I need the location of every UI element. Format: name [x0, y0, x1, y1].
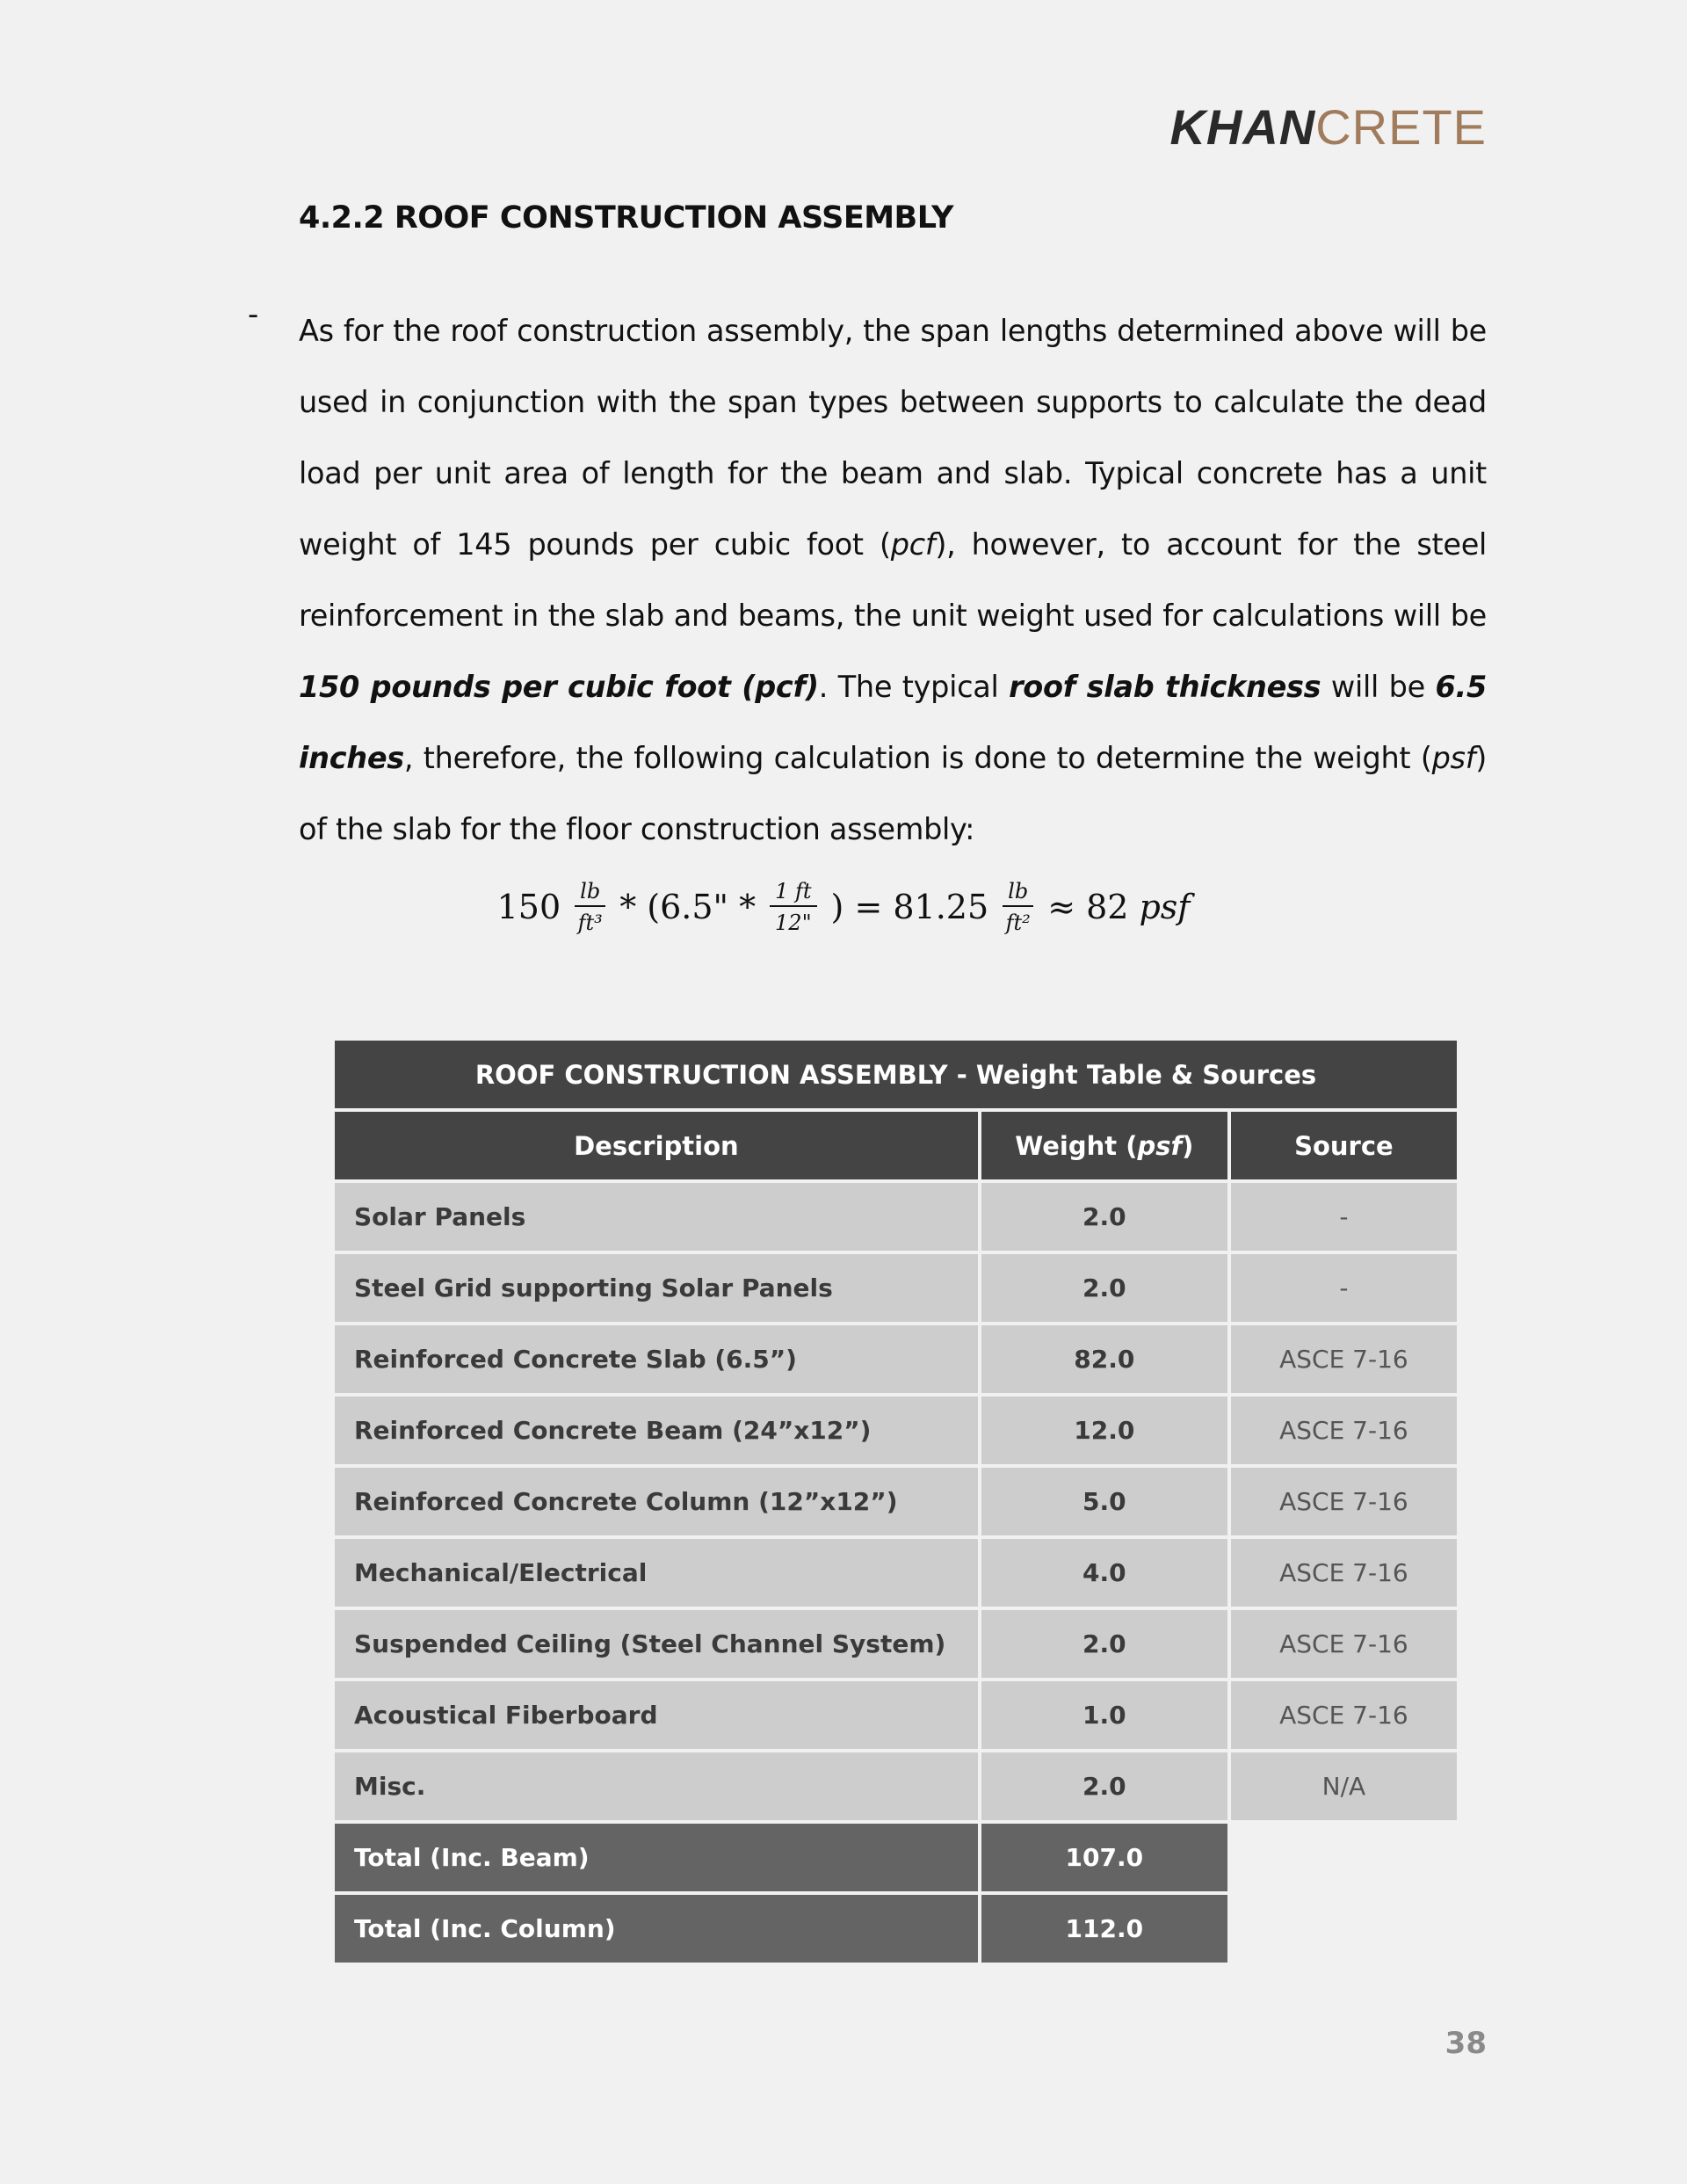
- cell-description: Mechanical/Electrical: [333, 1537, 980, 1608]
- body-paragraph: As for the roof construction assembly, the span lengths determined above will be used in conjunction with the span types between supports to calculate the dead load per unit area of length for the beam and slab. Typical concrete has a unit weight of 145 pounds per cubic foot (pcf), however, to account for the steel reinforcement in the slab and beams, the unit weight used for calculations will be 150 pounds per cubic foot (pcf). The typical roof slab thickness will be 6.5 inches, therefore, the following calculation is done to determine the weight (psf) of the slab for the floor construction assembly:: [299, 314, 1488, 846]
- table-row: [333, 1537, 1459, 1608]
- cell-description: Reinforced Concrete Beam (24”x12”): [333, 1395, 980, 1466]
- cell-weight: 5.0: [980, 1466, 1229, 1537]
- table-row: [333, 1680, 1459, 1751]
- cell-weight: 2.0: [980, 1751, 1229, 1822]
- cell-source: N/A: [1229, 1751, 1459, 1822]
- cell-description: Suspended Ceiling (Steel Channel System): [333, 1608, 980, 1680]
- cell-weight: 2.0: [980, 1608, 1229, 1680]
- cell-source: -: [1229, 1252, 1459, 1324]
- cell-weight: 2.0: [980, 1252, 1229, 1324]
- col-source: Source: [1229, 1110, 1459, 1181]
- cell-weight: 1.0: [980, 1680, 1229, 1751]
- cell-source: ASCE 7-16: [1229, 1537, 1459, 1608]
- cell-description: Solar Panels: [333, 1181, 980, 1252]
- cell-description: Total (Inc. Column): [333, 1893, 980, 1964]
- slab-weight-equation: 150 $\frac{lb}{\text{ft³}}$ * (6.5" * $\frac{1 ft}{12"}$ ) = 81.25 $\frac{lb}{\text{ft²}}$ ≈ 82 psf: [496, 879, 1191, 935]
- total-row: [333, 1822, 1459, 1893]
- cell-description: Total (Inc. Beam): [333, 1822, 980, 1893]
- cell-weight: 82.0: [980, 1324, 1229, 1395]
- cell-source: ASCE 7-16: [1229, 1680, 1459, 1751]
- table-row: [333, 1252, 1459, 1324]
- table-title: ROOF CONSTRUCTION ASSEMBLY - Weight Table & Sources: [333, 1039, 1459, 1110]
- cell-weight: 107.0: [980, 1822, 1229, 1893]
- khancrete-logo: KHANCRETE: [1169, 99, 1487, 155]
- section-heading: 4.2.2 ROOF CONSTRUCTION ASSEMBLY: [299, 200, 953, 236]
- cell-source: ASCE 7-16: [1229, 1324, 1459, 1395]
- cell-weight: 112.0: [980, 1893, 1229, 1964]
- page-number: 38: [1444, 2026, 1487, 2061]
- cell-weight: 2.0: [980, 1181, 1229, 1252]
- col-description: Description: [333, 1110, 980, 1181]
- table-row: [333, 1181, 1459, 1252]
- table-row: [333, 1324, 1459, 1395]
- cell-description: Steel Grid supporting Solar Panels: [333, 1252, 980, 1324]
- cell-source: -: [1229, 1181, 1459, 1252]
- cell-description: Reinforced Concrete Column (12”x12”): [333, 1466, 980, 1537]
- cell-description: Reinforced Concrete Slab (6.5”): [333, 1324, 980, 1395]
- cell-weight: 12.0: [980, 1395, 1229, 1466]
- table-row: [333, 1608, 1459, 1680]
- cell-description: Misc.: [333, 1751, 980, 1822]
- cell-source: ASCE 7-16: [1229, 1608, 1459, 1680]
- cell-source: ASCE 7-16: [1229, 1395, 1459, 1466]
- table-row: [333, 1395, 1459, 1466]
- weight-table: [331, 1037, 1460, 1966]
- cell-description: Acoustical Fiberboard: [333, 1680, 980, 1751]
- table-row: [333, 1751, 1459, 1822]
- col-weight: Weight (psf): [980, 1110, 1229, 1181]
- cell-weight: 4.0: [980, 1537, 1229, 1608]
- bullet-dash: -: [248, 297, 259, 332]
- table-row: [333, 1466, 1459, 1537]
- cell-source: ASCE 7-16: [1229, 1466, 1459, 1537]
- empty-cell: [1229, 1822, 1459, 1964]
